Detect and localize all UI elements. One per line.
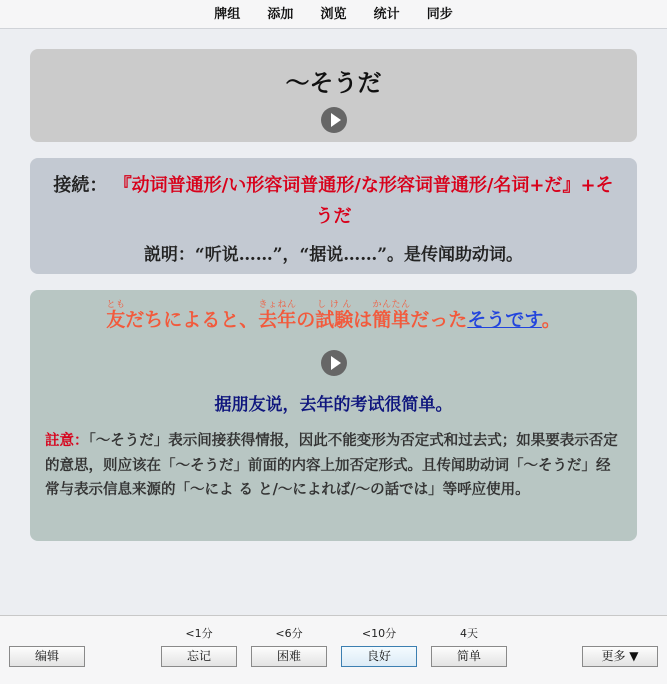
note-label: 註意：: [45, 432, 89, 449]
card-expression: ～そうだ: [285, 68, 382, 97]
example-highlight: そうです: [467, 309, 542, 331]
again-button[interactable]: 忘记: [161, 646, 237, 667]
example-segment: 友とも: [106, 300, 126, 331]
connection-line: [50, 170, 617, 232]
connection-label: 接続：: [53, 175, 108, 196]
example-segment: 去年きょねん: [258, 300, 297, 331]
nav-sync[interactable]: 同步: [426, 7, 453, 22]
nav-decks[interactable]: 牌组: [214, 7, 241, 22]
example-segment: の: [296, 309, 316, 331]
hard-button[interactable]: 困难: [251, 646, 327, 667]
play-audio-icon[interactable]: [321, 350, 347, 376]
connection-value: 『动词普通形/い形容词普通形/な形容词普通形/名词+だ』+そうだ: [113, 175, 614, 227]
edit-button[interactable]: 编辑: [9, 646, 85, 667]
answer-interval: <1分: [185, 627, 213, 640]
example-segment: 簡単かんたん: [372, 300, 411, 331]
more-button[interactable]: 更多 ▼: [582, 646, 658, 667]
example-sentence: [45, 300, 622, 338]
example-segment: 。: [541, 309, 561, 331]
card-example: [30, 290, 637, 541]
example-segment: だちによると、: [125, 309, 259, 331]
nav-browse[interactable]: 浏览: [320, 7, 347, 22]
example-segment: は: [353, 309, 373, 331]
easy-button[interactable]: 简单: [431, 646, 507, 667]
explanation: 説明：“听说……”，“据说……”。是传闻助动词。: [143, 245, 524, 265]
play-audio-icon[interactable]: [321, 107, 347, 133]
bottom-bar: [0, 615, 667, 684]
example-audio: [45, 350, 622, 380]
nav-stats[interactable]: 统计: [373, 7, 400, 22]
answer-interval: 4天: [460, 627, 478, 640]
answer-interval: <6分: [275, 627, 303, 640]
translation: 据朋友说，去年的考试很简单。: [214, 395, 453, 415]
top-nav: [0, 0, 667, 29]
nav-add[interactable]: 添加: [267, 7, 294, 22]
answer-interval: <10分: [361, 627, 397, 640]
example-segment: 試験しけん: [315, 300, 354, 331]
note: [45, 429, 622, 503]
note-text: 「～そうだ」表示间接获得情报，因此不能变形为否定式和过去式；如果要表示否定的意思，则应该在「～そうだ」前面的内容上加否定形式。且传闻助动词「～そうだ」经常与表示信息来源的「～によ る と/～によれば/～の話では」等呼应使用。: [45, 432, 618, 498]
card-grammar: [30, 158, 637, 274]
card-front: [30, 49, 637, 142]
good-button[interactable]: 良好: [341, 646, 417, 667]
example-segment: だった: [410, 309, 468, 331]
